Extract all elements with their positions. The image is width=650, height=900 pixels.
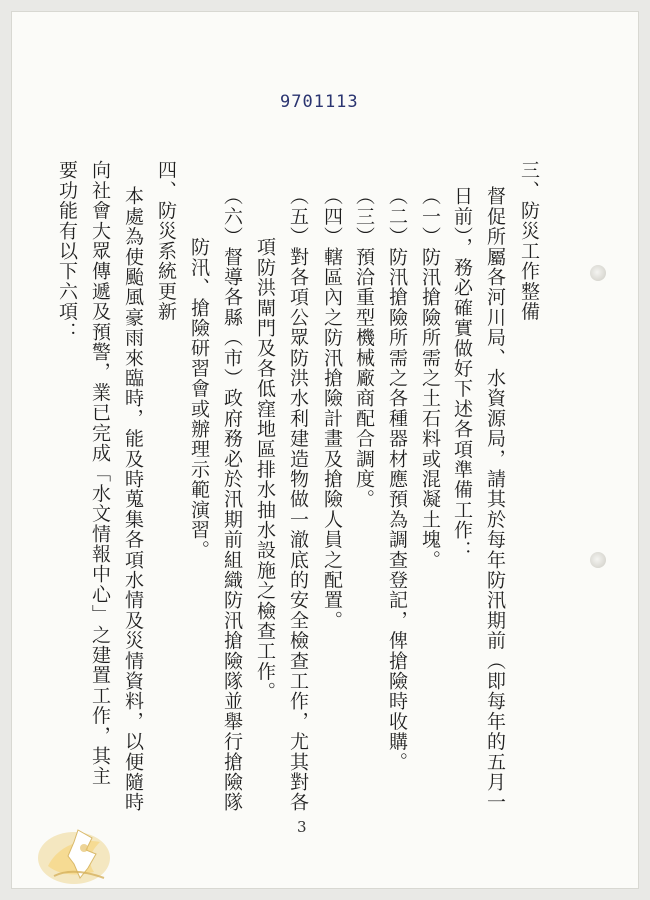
section-heading-three: 三、防災工作整備 bbox=[518, 160, 540, 322]
list-item: （六）督導各縣（市）政府務必於汛期前組織防汛搶險隊並舉行搶險隊 bbox=[221, 186, 243, 813]
punch-hole bbox=[590, 265, 606, 281]
text-column: 項防洪閘門及各低窪地區排水抽水設施之檢查工作。 bbox=[254, 237, 276, 702]
text-column: 防汛、搶險研習會或辦理示範演習。 bbox=[188, 237, 210, 561]
text-column: 督促所屬各河川局、水資源局，請其於每年防汛期前（即每年的五月一 bbox=[484, 186, 506, 813]
list-item: （一）防汛搶險所需之土石料或混凝土塊。 bbox=[419, 186, 441, 570]
section-heading-four: 四、防災系統更新 bbox=[155, 160, 177, 322]
text-column: 向社會大眾傳遞及預警，業已完成「水文情報中心」之建置工作，其主 bbox=[89, 160, 111, 787]
list-item: （四）轄區內之防汛搶險計畫及搶險人員之配置。 bbox=[321, 186, 343, 631]
list-item: （五）對各項公眾防洪水利建造物做一澈底的安全檢查工作，尤其對各 bbox=[287, 186, 309, 813]
text-column: 日前），務必確實做好下述各項準備工作： bbox=[451, 186, 473, 561]
list-item: （三）預洽重型機械廠商配合調度。 bbox=[353, 186, 375, 510]
document-page bbox=[12, 12, 638, 888]
archive-seal-icon bbox=[34, 820, 126, 888]
text-column: 要功能有以下六項： bbox=[56, 160, 78, 342]
punch-hole bbox=[590, 552, 606, 568]
text-column: 本處為使颱風豪雨來臨時，能及時蒐集各項水情及災情資料，以便隨時 bbox=[122, 186, 144, 813]
document-number: 9701113 bbox=[280, 92, 359, 112]
page-number: 3 bbox=[297, 818, 307, 836]
list-item: （二）防汛搶險所需之各種器材應預為調查登記，俾搶險時收購。 bbox=[386, 186, 408, 772]
